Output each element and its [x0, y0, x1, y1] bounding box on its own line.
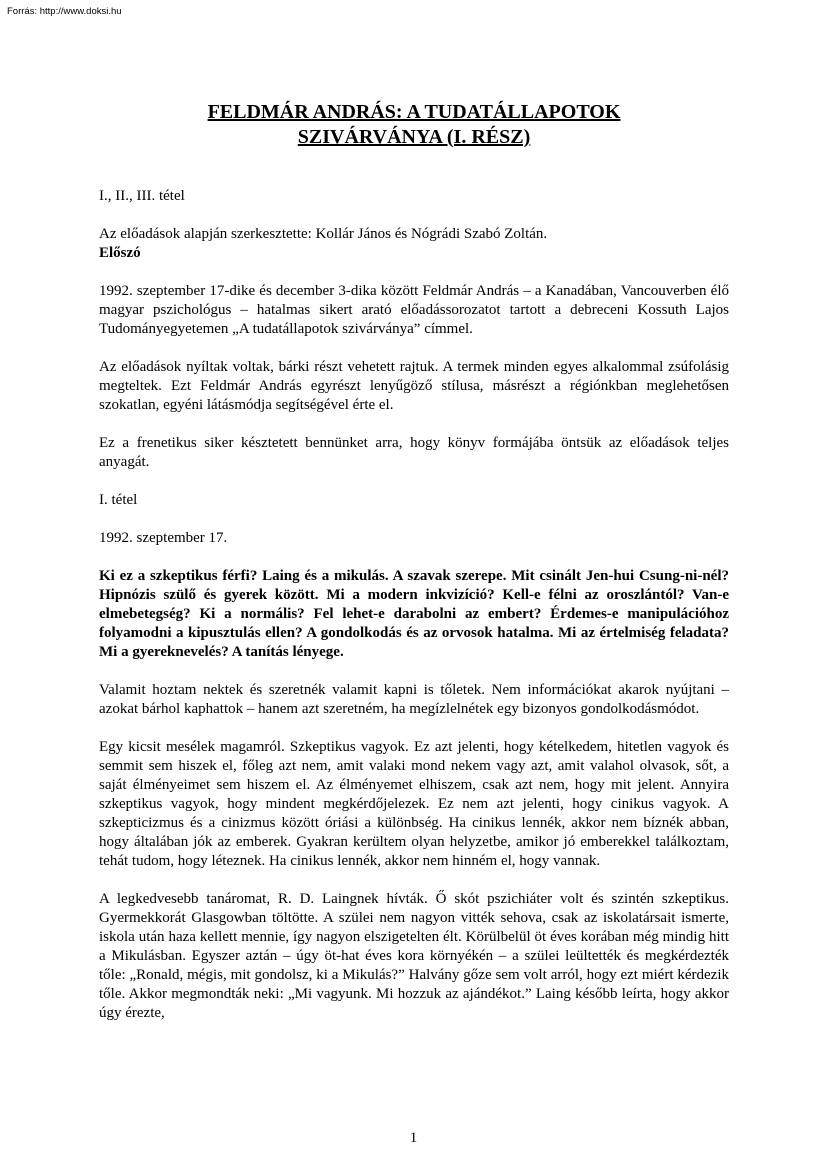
foreword-paragraph-2: Az előadások nyíltak voltak, bárki részt vehetett rajtuk. A termek minden egyes alkalommal zsúfolásig megteltek. Ezt Feldmár András egyrészt lenyűgöző stílusa, másrészt a régiónkban meglehetősen szokatlan, egyéni látásmódja segítségével érte el.: [99, 359, 729, 413]
source-url: Forrás: http://www.doksi.hu: [7, 6, 122, 17]
theses-line: I., II., III. tétel: [99, 188, 185, 204]
foreword-paragraph-3: Ez a frenetikus siker késztetett bennünket arra, hogy könyv formájába öntsük az előadások teljes anyagát.: [99, 435, 729, 470]
thesis-heading: I. tétel: [99, 492, 138, 508]
document-page: [99, 100, 729, 1023]
title-line-1: FELDMÁR ANDRÁS: A TUDATÁLLAPOTOK: [207, 101, 621, 123]
editors-line: Az előadások alapján szerkesztette: Kollár János és Nógrádi Szabó Zoltán.: [99, 226, 548, 242]
title-line-2: SZIVÁRVÁNYA (I. RÉSZ): [297, 126, 531, 148]
body-paragraph-1: Valamit hoztam nektek és szeretnék valamit kapni is tőletek. Nem információkat akarok nyújtani – azokat bárhol kaphattok – hanem azt szeretném, ha megízlelnétek egy bizonyos gondolkodásmódot.: [99, 682, 729, 717]
body-paragraph-2: Egy kicsit mesélek magamról. Szkeptikus vagyok. Ez azt jelenti, hogy kételkedem, hitetlen vagyok és semmit sem hiszek el, főleg azt nem, amit valaki mond nekem vagy azt, amit valahol olvasok, sőt, a saját élményeimet sem hiszem el. Az élményemet elhiszem, csak azt nem, hogy mit jelent. Annyira szkeptikus vagyok, hogy mindent megkérdőjelezek. Ez nem azt jelenti, hogy cinikus vagyok. A szkepticizmus és a cinizmus között óriási a különbség. Ha cinikus lennék, akkor nem bíznék abban, hogy általában jók az emberek. Gyakran kerültem olyan helyzetbe, amikor jó emberekkel találkoztam, tehát tudom, hogy léteznek. Ha cinikus lennék, akkor nem hinném el, hogy vannak.: [99, 739, 729, 869]
foreword-paragraph-1: 1992. szeptember 17-dike és december 3-dika között Feldmár András – a Kanadában, Vancouverben élő magyar pszichológus – hatalmas sikert arató előadássorozatot tartott a debreceni Kossuth Lajos Tudományegyetemen „A tudatállapotok szivárványa” címmel.: [99, 283, 729, 337]
lecture-date: 1992. szeptember 17.: [99, 530, 228, 546]
lecture-summary: Ki ez a szkeptikus férfi? Laing és a mikulás. A szavak szerepe. Mit csinált Jen-hui Csung-ni-nél? Hipnózis szülő és gyerek között. Mi a modern inkvizíció? Kell-e félni az oroszlántól? Van-e elmebetegség? Ki a normális? Fel lehet-e darabolni az embert? Érdemes-e manipulációhoz folyamodni a kipusztulás ellen? A gondolkodás és az orvosok hatalma. Mi az értelmiség feladata? Mi a gyereknevelés? A tanítás lényege.: [99, 568, 729, 660]
foreword-heading: Előszó: [99, 245, 141, 261]
document-title: [99, 100, 729, 150]
page-number: 1: [409, 1130, 418, 1146]
body-paragraph-3: A legkedvesebb tanáromat, R. D. Laingnek hívták. Ő skót pszichiáter volt és szintén szkeptikus. Gyermekkorát Glasgowban töltötte. A szülei nem nagyon vitték sehova, csak az iskolatársait ismerte, iskola után haza kellett mennie, így nagyon elszigetelten élt. Körülbelül öt éves korában még mindig hitt a Mikulásban. Egyszer aztán – úgy öt-hat éves kora környékén – a szülei leültették és megkérdezték tőle: „Ronald, mégis, mit gondolsz, ki a Mikulás?” Halvány gőze sem volt arról, hogy ezt miért kérdezik tőle. Akkor megmondták neki: „Mi vagyunk. Mi hozzuk az ajándékot.” Laing később leírta, hogy akkor úgy érezte,: [99, 891, 729, 1021]
